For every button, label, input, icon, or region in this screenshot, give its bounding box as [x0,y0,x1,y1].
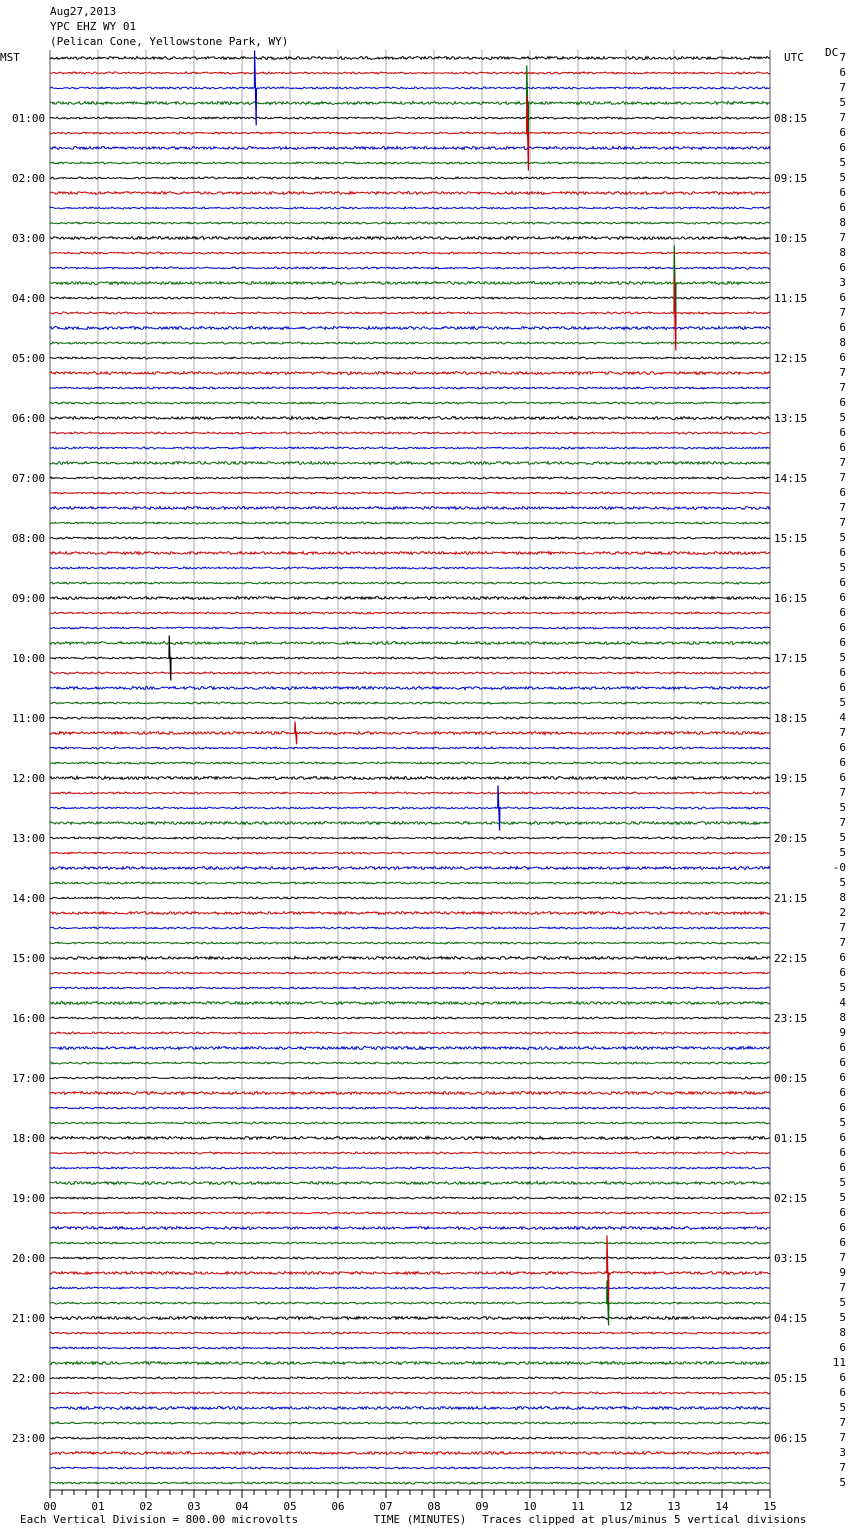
x-tick-label: 08 [427,1500,441,1513]
dc-offset-value: 6 [839,576,846,589]
hour-label-mst: 14:00 [12,892,46,905]
dc-offset-value: 7 [839,1281,846,1294]
dc-offset-value: 6 [839,66,846,79]
dc-offset-value: 9 [839,1266,846,1279]
dc-offset-value: 6 [839,1086,846,1099]
dc-offset-value: 7 [839,936,846,949]
dc-offset-value: 7 [839,921,846,934]
trace-line [50,686,770,689]
trace-line [50,1452,770,1455]
x-tick-label: 15 [763,1500,777,1513]
x-tick-label: 10 [523,1500,537,1513]
dc-offset-value: 5 [839,96,846,109]
trace-line [50,1002,770,1005]
hour-label-utc: 11:15 [774,292,808,305]
trace-line [50,822,770,825]
trace-line [50,506,770,509]
dc-offset-value: 6 [839,1131,846,1144]
trace-line [50,1167,770,1169]
trace-line [50,972,770,974]
dc-offset-value: 6 [839,486,846,499]
dc-offset-value: 6 [839,1041,846,1054]
dc-offset-value: 6 [839,396,846,409]
hour-label-utc: 13:15 [774,412,808,425]
dc-offset-value: 7 [839,366,846,379]
dc-offset-value: 7 [839,501,846,514]
dc-offset-value: 6 [839,756,846,769]
trace-line [50,146,770,149]
x-tick-label: 09 [475,1500,489,1513]
hour-label-utc: 00:15 [774,1072,808,1085]
dc-offset-value: 5 [839,561,846,574]
footer-scale-note: Each Vertical Division = 800.00 microvolts [20,1513,299,1526]
dc-offset-value: 11 [832,1356,846,1369]
dc-offset-value: 6 [839,1221,846,1234]
trace-line [50,732,770,735]
hour-label-utc: 04:15 [774,1312,808,1325]
trace-line [50,1482,770,1484]
hour-label-utc: 02:15 [774,1192,808,1205]
hour-label-mst: 13:00 [12,832,46,845]
hour-label-mst: 16:00 [12,1012,46,1025]
dc-offset-value: 5 [839,411,846,424]
hour-label-mst: 12:00 [12,772,46,785]
trace-line [50,101,770,104]
hour-label-mst: 07:00 [12,472,46,485]
trace-line [50,1212,770,1214]
dc-offset-value: 6 [839,606,846,619]
dc-offset-value: 6 [839,426,846,439]
trace-line [50,1347,770,1349]
trace-line [50,1271,770,1274]
trace-line [50,1077,770,1079]
trace-line [50,897,770,899]
hour-label-mst: 17:00 [12,1072,46,1085]
trace-line [50,776,770,779]
station-label: YPC EHZ WY 01 [50,20,137,33]
dc-offset-value: 6 [839,1146,846,1159]
dc-offset-value: 7 [839,381,846,394]
dc-offset-value: 6 [839,741,846,754]
trace-line [50,461,770,464]
hour-label-utc: 14:15 [774,472,808,485]
dc-offset-value: 6 [839,1386,846,1399]
trace-line [50,326,770,329]
trace-line [50,387,770,389]
trace-line [50,882,770,884]
trace-line [50,956,770,959]
dc-offset-value: 6 [839,1341,846,1354]
dc-offset-value: -0 [832,861,846,874]
x-tick-label: 12 [619,1500,633,1513]
traces [50,56,770,1484]
dc-offset-value: 6 [839,321,846,334]
dc-offset-value: 8 [839,1011,846,1024]
x-tick-label: 00 [43,1500,57,1513]
trace-line [50,56,770,59]
trace-line [50,762,770,764]
dc-offset-value: 7 [839,516,846,529]
dc-offset-value: 6 [839,636,846,649]
trace-line [50,237,770,240]
trace-line [50,1062,770,1064]
trace-line [50,612,770,614]
trace-line [50,1226,770,1229]
trace-line [50,1017,770,1019]
trace-line [50,342,770,344]
trace-line [50,132,770,134]
dc-offset-value: 5 [839,846,846,859]
trace-line [50,552,770,555]
hour-label-mst: 18:00 [12,1132,46,1145]
trace-line [50,72,770,74]
trace-line [50,1046,770,1049]
trace-line [50,1437,770,1439]
hour-label-mst: 02:00 [12,172,46,185]
dc-offset-value: 3 [839,276,846,289]
trace-line [50,1122,770,1124]
dc-offset-value: 7 [839,471,846,484]
hour-label-mst: 09:00 [12,592,46,605]
date-label: Aug27,2013 [50,5,117,18]
dc-offset-value: 7 [839,231,846,244]
trace-line [50,432,770,434]
trace-line [50,1377,770,1379]
trace-line [50,1136,770,1139]
hour-label-mst: 04:00 [12,292,46,305]
trace-line [50,267,770,269]
hour-label-utc: 20:15 [774,832,808,845]
trace-line [50,1257,770,1259]
hour-label-utc: 16:15 [774,592,808,605]
trace-line [50,207,770,209]
hour-label-utc: 18:15 [774,712,808,725]
trace-line [50,717,770,719]
dc-offset-value: 6 [839,966,846,979]
trace-line [50,596,770,599]
trace-line [50,447,770,449]
x-tick-label: 06 [331,1500,345,1513]
dc-offset-value: 7 [839,786,846,799]
dc-offset-value: 6 [839,621,846,634]
dc-offset-value: 6 [839,591,846,604]
hour-label-utc: 09:15 [774,172,808,185]
trace-line [50,191,770,194]
trace-line [50,747,770,749]
trace-line [50,987,770,989]
trace-line [50,1406,770,1409]
dc-offset-value: 7 [839,456,846,469]
dc-offset-value: 6 [839,441,846,454]
dc-offset-value: 8 [839,1326,846,1339]
trace-line [50,702,770,704]
trace-line [50,281,770,284]
hour-label-mst: 21:00 [12,1312,46,1325]
x-tick-label: 14 [715,1500,729,1513]
trace-line [50,1287,770,1289]
dc-offset-value: 5 [839,156,846,169]
dc-offset-value: 6 [839,1101,846,1114]
trace-line [50,1316,770,1319]
hour-label-utc: 05:15 [774,1372,808,1385]
dc-offset-value: 6 [839,951,846,964]
dc-offset-value: 5 [839,696,846,709]
trace-line [50,1152,770,1154]
hour-label-mst: 01:00 [12,112,46,125]
hour-label-utc: 19:15 [774,772,808,785]
dc-label: DC [825,46,839,59]
dc-offset-value: 5 [839,876,846,889]
trace-line [50,1197,770,1199]
hour-label-mst: 03:00 [12,232,46,245]
hour-label-utc: 23:15 [774,1012,808,1025]
trace-line [50,672,770,674]
dc-offset-value: 5 [839,171,846,184]
dc-offset-value: 4 [839,996,846,1009]
dc-offset-value: 5 [839,801,846,814]
trace-line [50,1302,770,1304]
dc-offset-value: 7 [839,726,846,739]
hour-label-utc: 12:15 [774,352,808,365]
trace-line [50,1361,770,1364]
trace-line [50,627,770,629]
dc-offset-value: 6 [839,201,846,214]
trace-line [50,537,770,539]
utc-label: UTC [784,51,804,64]
trace-line [50,942,770,944]
hour-label-utc: 22:15 [774,952,808,965]
x-tick-label: 04 [235,1500,249,1513]
dc-offset-value: 5 [839,1191,846,1204]
trace-line [50,312,770,314]
hour-label-utc: 10:15 [774,232,808,245]
x-axis [20,1490,807,1526]
trace-line [50,371,770,374]
trace-line [50,177,770,179]
hour-label-utc: 08:15 [774,112,808,125]
hour-label-mst: 20:00 [12,1252,46,1265]
hour-label-mst: 10:00 [12,652,46,665]
dc-offset-value: 7 [839,81,846,94]
dc-offset-value: 8 [839,246,846,259]
trace-line [50,402,770,404]
dc-offset-value: 8 [839,216,846,229]
trace-line [50,1032,770,1034]
dc-offset-value: 6 [839,1161,846,1174]
dc-offset-value: 6 [839,291,846,304]
dc-offset-value: 7 [839,1251,846,1264]
trace-line [50,492,770,494]
dc-offset-value: 3 [839,1446,846,1459]
event-spike [254,51,256,126]
dc-offset-value: 6 [839,1206,846,1219]
hour-label-utc: 15:15 [774,532,808,545]
trace-line [50,416,770,419]
dc-offset-value: 6 [839,1071,846,1084]
dc-offset-value: 7 [839,306,846,319]
trace-line [50,1181,770,1184]
hour-label-utc: 21:15 [774,892,808,905]
trace-line [50,657,770,659]
dc-offset-value: 5 [839,831,846,844]
dc-offset-value: 7 [839,1431,846,1444]
x-tick-label: 01 [91,1500,105,1513]
hour-label-mst: 15:00 [12,952,46,965]
dc-offset-value: 8 [839,891,846,904]
trace-line [50,1242,770,1244]
hour-label-mst: 22:00 [12,1372,46,1385]
trace-line [50,477,770,479]
hour-label-mst: 06:00 [12,412,46,425]
trace-line [50,807,770,809]
dc-offset-value: 5 [839,1116,846,1129]
dc-offset-value: 7 [839,111,846,124]
dc-offset-value: 6 [839,186,846,199]
dc-offset-value: 5 [839,981,846,994]
trace-line [50,927,770,929]
trace-line [50,297,770,299]
x-tick-label: 11 [571,1500,585,1513]
trace-line [50,117,770,119]
x-axis-title: TIME (MINUTES) [373,1513,467,1526]
trace-line [50,522,770,524]
dc-offset-value: 6 [839,681,846,694]
x-tick-label: 02 [139,1500,153,1513]
trace-line [50,852,770,854]
hour-label-mst: 23:00 [12,1432,46,1445]
dc-offset-value: 6 [839,666,846,679]
trace-line [50,1107,770,1109]
dc-offset-value: 6 [839,351,846,364]
dc-offset-value: 5 [839,1476,846,1489]
dc-offset-value: 5 [839,1176,846,1189]
trace-line [50,87,770,89]
dc-offset-value: 6 [839,141,846,154]
x-tick-label: 03 [187,1500,201,1513]
dc-offset-value: 5 [839,651,846,664]
dc-offset-value: 5 [839,1401,846,1414]
location-label: (Pelican Cone, Yellowstone Park, WY) [50,35,289,48]
trace-line [50,1332,770,1334]
trace-line [50,1467,770,1469]
dc-offset-value: 7 [839,816,846,829]
hour-label-mst: 08:00 [12,532,46,545]
dc-offset-value: 6 [839,261,846,274]
hour-label-mst: 11:00 [12,712,46,725]
dc-offset-value: 5 [839,1296,846,1309]
dc-offset-value: 5 [839,1311,846,1324]
dc-offset-value: 5 [839,531,846,544]
dc-offset-value: 7 [839,1416,846,1429]
dc-offset-value: 6 [839,1371,846,1384]
trace-line [50,252,770,254]
trace-line [50,792,770,794]
x-tick-label: 05 [283,1500,297,1513]
dc-offset-value: 6 [839,546,846,559]
trace-line [50,866,770,869]
dc-offset-value: 7 [839,51,846,64]
trace-line [50,567,770,569]
dc-offset-value: 6 [839,771,846,784]
trace-line [50,222,770,224]
trace-line [50,1091,770,1094]
x-tick-label: 13 [667,1500,681,1513]
hour-label-utc: 17:15 [774,652,808,665]
trace-line [50,162,770,164]
dc-offset-value: 2 [839,906,846,919]
trace-line [50,582,770,584]
trace-line [50,357,770,359]
trace-line [50,641,770,644]
dc-offset-value: 8 [839,336,846,349]
mst-label: MST [0,51,20,64]
trace-line [50,1422,770,1424]
dc-offset-value: 6 [839,1236,846,1249]
hour-label-utc: 03:15 [774,1252,808,1265]
hour-label-utc: 01:15 [774,1132,808,1145]
trace-line [50,837,770,839]
dc-offset-value: 9 [839,1026,846,1039]
dc-offset-value: 4 [839,711,846,724]
dc-offset-value: 7 [839,1461,846,1474]
dc-offset-value: 6 [839,126,846,139]
trace-line [50,911,770,914]
hour-label-mst: 19:00 [12,1192,46,1205]
hour-label-mst: 05:00 [12,352,46,365]
x-tick-label: 07 [379,1500,393,1513]
dc-offset-value: 6 [839,1056,846,1069]
trace-line [50,1392,770,1394]
hour-label-utc: 06:15 [774,1432,808,1445]
footer-clip-note: Traces clipped at plus/minus 5 vertical divisions [482,1513,807,1526]
